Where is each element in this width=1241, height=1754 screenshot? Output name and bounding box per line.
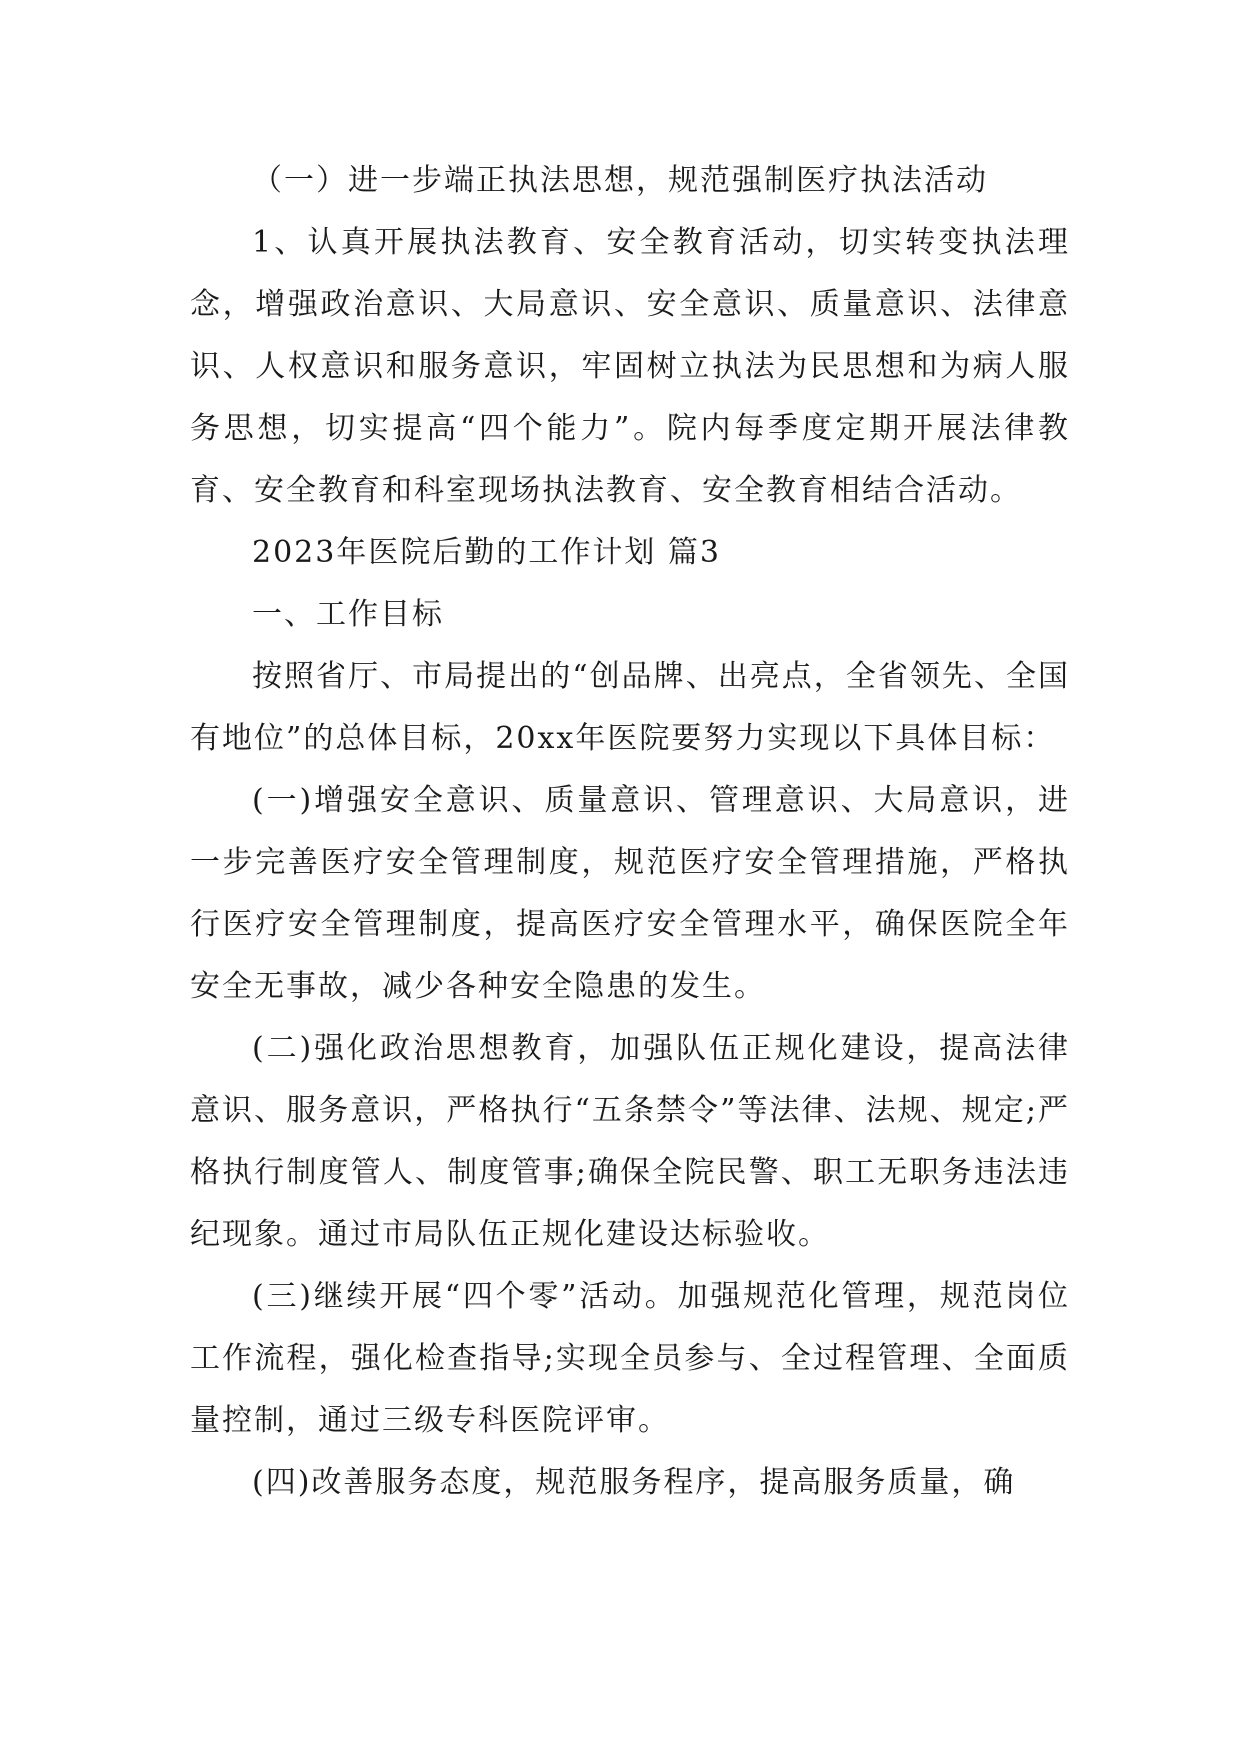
paragraph-goal-4: (四)改善服务态度，规范服务程序，提高服务质量，确 (252, 1465, 1016, 1500)
paragraph-item-1: 1、认真开展执法教育、安全教育活动，切实转变执法理念，增强政治意识、大局意识、安全意识、质量意识、法律意识、人权意识和服务意识，牢固树立执法为民思想和为病人服务思想，切实提高“四个能力”。院内每季度定期开展法律教育、安全教育和科室现场执法教育、安全教育相结合活动。 (190, 225, 1070, 508)
paragraph-section-heading: （一）进一步端正执法思想，规范强制医疗执法活动 (252, 163, 988, 198)
paragraph-goals-heading: 一、工作目标 (252, 597, 444, 632)
paragraph-goal-1: (一)增强安全意识、质量意识、管理意识、大局意识，进一步完善医疗安全管理制度，规范医疗安全管理措施，严格执行医疗安全管理制度，提高医疗安全管理水平，确保医院全年安全无事故，减少各种安全隐患的发生。 (190, 783, 1070, 1004)
paragraph-goals-intro: 按照省厅、市局提出的“创品牌、出亮点，全省领先、全国有地位”的总体目标，20xx年医院要努力实现以下具体目标： (190, 659, 1070, 756)
document-body (190, 150, 1070, 1514)
paragraph-goal-3: (三)继续开展“四个零”活动。加强规范化管理，规范岗位工作流程，强化检查指导;实现全员参与、全过程管理、全面质量控制，通过三级专科医院评审。 (190, 1279, 1070, 1438)
paragraph-plan-title: 2023年医院后勤的工作计划 篇3 (252, 535, 721, 570)
paragraph-goal-2: (二)强化政治思想教育，加强队伍正规化建设，提高法律意识、服务意识，严格执行“五条禁令”等法律、法规、规定;严格执行制度管人、制度管事;确保全院民警、职工无职务违法违纪现象。通过市局队伍正规化建设达标验收。 (190, 1031, 1070, 1252)
